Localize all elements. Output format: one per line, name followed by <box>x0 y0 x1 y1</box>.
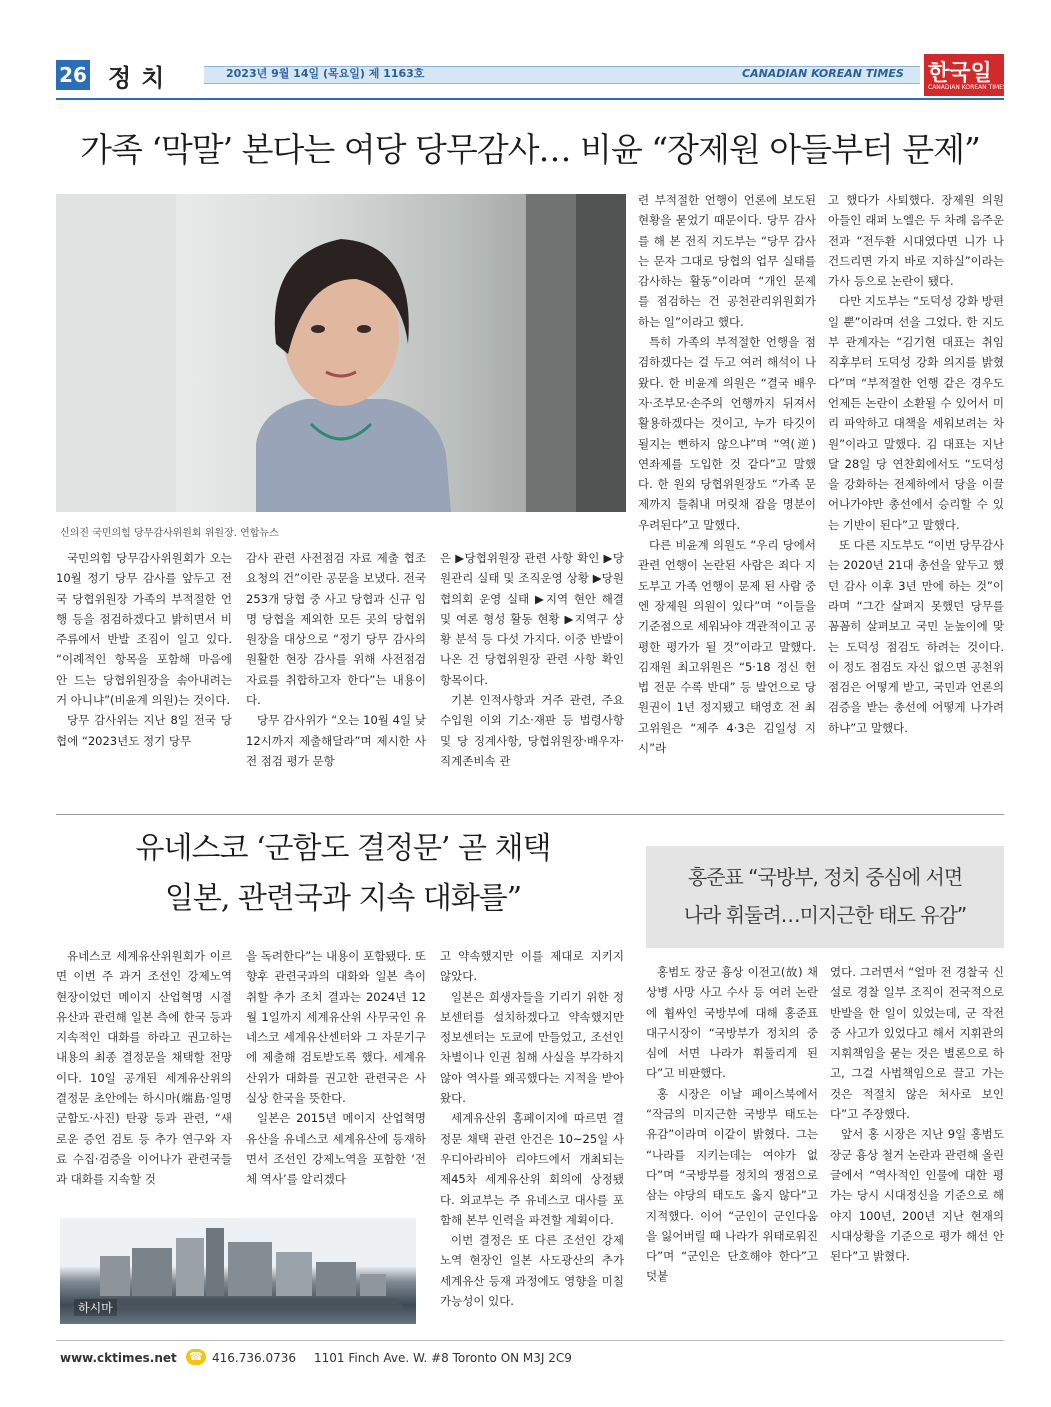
header-rule <box>56 98 1004 100</box>
paragraph: 국민의힘 당무감사위원회가 오는 10월 정기 당무 감사를 앞두고 전국 당협위원장 가족의 부적절한 언행 등을 점검하겠다고 밝히면서 비주류에서 반발 조짐이 일고 있다. “이례적인 항목을 포함해 마음에 안 드는 당협위원장을 솎아내려는 거 아니냐”(비윤계 의원)는 것이다. <box>56 551 232 708</box>
article2-headline <box>56 824 630 924</box>
paragraph: 이번 결정은 또 다른 조선인 강제노역 현장인 일본 사도광산의 추가 세계유산 등재 과정에도 영향을 미칠 가능성이 있다. <box>440 1233 624 1309</box>
paragraph: 특히 가족의 부적절한 언행을 점검하겠다는 걸 두고 여러 해석이 나왔다. 한 비윤계 의원은 “결국 배우자·조부모·손주의 언행까지 뒤져서 활용하겠다는 것이고, 누가 타깃이 될지는 뻔하지 않으냐”며 “역(逆) 연좌제를 도입한 것 같다”고 말했다. 한 원외 당협위원장도 “가족 문제까지 들춰내 머릿채 잡을 명분이 우려된다”고 말했다. <box>638 335 816 532</box>
photo-label: 하시마 <box>74 1299 117 1316</box>
paragraph: 고 약속했지만 이를 제대로 지키지 않았다. <box>440 949 624 984</box>
article3-headline-line2: 나라 휘둘려…미지근한 태도 유감” <box>683 903 967 927</box>
article2-headline-line2: 일본, 관련국과 지속 대화를” <box>164 881 522 916</box>
paragraph: 련 부적절한 언행이 언론에 보도된 현황을 묻었기 때문이다. 당무 감사를 해 본 전직 지도부는 “당무 감사는 문자 그대로 당협의 업무 실태를 감사하는 활동”이라며 “개인 문제를 점검하는 건 공천관리위원회가 하는 일”이라고 했다. <box>638 193 816 329</box>
newspaper-logo <box>924 54 1007 96</box>
paragraph: 기본 인적사항과 거주 관련, 주요 수입원 이외 기소·재판 등 법령사항 및 당 징계사항, 당협위원장·배우자·직계존비속 관 <box>440 693 624 768</box>
paragraph: 앞서 홍 시장은 지난 9일 홍범도 장군 흉상 철거 논란과 관련해 올린 글에서 “역사적인 인물에 대한 평가는 당시 시대정신을 기준으로 해야지 100년, 200년 지난 현재의 시대상황을 기준으로 평가 해선 안된다”고 밝혔다. <box>830 1127 1004 1264</box>
paragraph: 다만 지도부는 “도덕성 강화 방편일 뿐”이라며 선을 그었다. 한 지도부 관계자는 “김기현 대표는 취임 직후부터 도덕성 강화 의지를 밝혔다”며 “부적절한 언행 같은 경우도 언제든 논란이 소환될 수 있어서 미리 파악하고 대책을 세워보려는 차원”이라고 말했다. 김 대표는 지난달 28일 당 연찬회에서도 “도덕성을 강화하는 전제하에서 당을 이끌어나가야만 총선에서 승리할 수 있는 기반이 된다”고 말했다. <box>828 294 1004 532</box>
footer-address: 1101 Finch Ave. W. #8 Toronto ON M3J 2C9 <box>314 1351 572 1365</box>
article3-column-2 <box>830 962 1004 1334</box>
paper-name: CANADIAN KOREAN TIMES <box>742 67 904 80</box>
footer-rule <box>56 1340 1004 1341</box>
article1-headline: 가족 ‘막말’ 본다는 여당 당무감사… 비윤 “장제원 아들부터 문제” <box>80 130 980 169</box>
paragraph: 일본은 2015년 메이지 산업혁명 유산을 유네스코 세계유산에 등재하면서 조선인 강제노역을 포함한 ‘전체 역사’를 알리겠다 <box>246 1111 426 1187</box>
paragraph: 고 했다가 사퇴했다. 장제원 의원 아들인 래퍼 노엘은 두 차례 음주운전과 “전두환 시대였다면 니가 나 건드리면 가지 바로 지하실”이라는 가사 등으로 논란이 됐다. <box>828 193 1004 289</box>
article1-column-1 <box>56 548 232 806</box>
phone-icon: ☎ <box>186 1349 206 1365</box>
article1-column-5 <box>828 190 1004 806</box>
article1-column-2 <box>246 548 426 806</box>
paragraph: 세계유산위 홈페이지에 따르면 결정문 채택 관련 안건은 10~25일 사우디아라비아 리야드에서 개최되는 제45차 세계유산위 회의에 상정됐다. 외교부는 주 유네스코 대사를 포함해 본부 인력을 파견할 계획이다. <box>440 1111 624 1227</box>
article2-headline-line1: 유네스코 ‘군함도 결정문’ 곧 채택 <box>135 831 551 866</box>
paragraph: 또 다른 지도부도 “이번 당무감사는 2020년 21대 총선을 앞두고 했던 감사 이후 3년 만에 하는 것”이라며 “그간 살펴지 못했던 당무를 꼼꼼히 살펴보고 국민 눈높이에 맞는 도덕성 점검도 하려는 것이다. 이 정도 점검도 자신 없으면 공천위 점검은 어떻게 받고, 국민과 언론의 검증을 받는 총선에 어떻게 나가려 하냐”고 말했다. <box>828 538 1004 735</box>
article1-photo <box>56 194 626 512</box>
paragraph: 당무 감사위가 “오는 10월 4일 낮 12시까지 제출해달라”며 제시한 사전 점검 평가 문항 <box>246 713 426 768</box>
paragraph: 유네스코 세계유산위원회가 이르면 이번 주 과거 조선인 강제노역 현장이었던 메이지 산업혁명 시절 유산과 관련해 일본 측에 한국 등과 지속적인 대화를 하라고 권고하는 내용의 최종 결정문을 채택할 전망이다. 10일 공개된 세계유산위의 결정문 초안에는 하시마(端島·일명 군함도·사진) 탄광 등과 관련, “새로운 증언 검토 등 추가 연구와 자료 수집·검증을 이어나가 관련국들과 대화를 지속할 것 <box>56 949 232 1187</box>
article2-column-3 <box>440 946 624 1334</box>
footer-url[interactable]: www.cktimes.net <box>60 1351 177 1365</box>
article3-column-1 <box>646 962 818 1334</box>
paragraph: 다른 비윤계 의원도 “우리 당에서 관련 언행이 논란된 사람은 죄다 지도부고 가족 언행이 문제 된 사람 중엔 장제원 의원이 있다”며 “이들을 기준점으로 세워놔야 객관적이고 공평한 평가가 될 것”이라고 말했다. 김재원 최고위원은 “5·18 정신 헌법 전문 수록 반대” 등 발언으로 당원권이 1년 정지됐고 태영호 전 최고위원은 “제주 4·3은 김일성 지시”라 <box>638 538 816 756</box>
footer-phone: 416.736.0736 <box>212 1351 296 1365</box>
article1-photo-caption: 신의진 국민의힘 당무감사위원회 위원장. 연합뉴스 <box>60 528 279 539</box>
logo-text: 한국일 <box>928 61 992 86</box>
paragraph: 홍 시장은 이날 페이스북에서 “작금의 미지근한 국방부 태도는 유감”이라며 이같이 밝혔다. 그는 “나라를 지키는데는 여야가 없다”며 “국방부를 정치의 쟁점으로 삼는 야당의 태도도 옳지 않다”고 지적했다. 이어 “군인이 군인다움을 잃어버릴 때 나라가 위태로워진다”며 “군인은 단호해야 한다”고 덧붙 <box>646 1086 818 1284</box>
issue-date: 2023년 9월 14일 (목요일) 제 1163호 <box>226 67 425 80</box>
article-divider <box>56 814 1004 815</box>
paragraph: 일본은 희생자들을 기리기 위한 정보센터를 설치하겠다고 약속했지만 정보센터는 도쿄에 만들었고, 조선인 차별이나 인권 침해 사실을 부각하지 않아 역사를 왜곡했다는 지적을 받아왔다. <box>440 989 624 1106</box>
article2-column-1 <box>56 946 232 1198</box>
article1-column-3 <box>440 548 624 806</box>
article2-column-2 <box>246 946 426 1198</box>
paragraph: 을 독려한다”는 내용이 포함됐다. 또 향후 관련국과의 대화와 일본 측이 취할 추가 조치 결과는 2024년 12월 1일까지 세계유산위 사무국인 유네스코 세계유산센터와 그 자문기구에 제출해 검토받도록 했다. 세계유산위가 대화를 권고한 관련국은 사실상 한국을 뜻한다. <box>246 949 426 1106</box>
paragraph: 였다. 그러면서 “얼마 전 경찰국 신설로 경찰 일부 조직이 전국적으로 반발을 한 일이 있었는데, 군 작전 중 사고가 있었다고 해서 지휘관의 지휘책임을 묻는 것은 별론으로 하고, 그걸 사법책임으로 끌고 가는 것은 적절치 않은 처사로 보인다”고 주장했다. <box>830 965 1004 1122</box>
paragraph: 당무 감사위는 지난 8일 전국 당협에 “2023년도 정기 당무 <box>56 713 232 748</box>
logo-subtext: CANADIAN KOREAN TIMES <box>928 84 1007 91</box>
article3-headline <box>646 858 1004 934</box>
paragraph: 감사 관련 사전점검 자료 제출 협조 요청의 건”이란 공문을 보냈다. 전국 253개 당협 중 사고 당협과 신규 임명 당협을 제외한 모든 곳의 당협위원장을 대상으로 “정기 당무 감사의 원활한 현장 감사를 위해 사전점검 자료를 취합하고자 한다”는 내용이다. <box>246 551 426 708</box>
paragraph: 홍범도 장군 흉상 이전고(故) 채 상병 사망 사고 수사 등 여러 논란에 휩싸인 국방부에 대해 홍준표 대구시장이 “국방부가 정치의 중심에 서면 나라가 휘둘리게 된다”고 비판했다. <box>646 965 818 1081</box>
woman-portrait-icon <box>56 194 626 512</box>
paragraph: 은 ▶당협위원장 관련 사항 확인 ▶당원관리 실태 및 조직운영 상황 ▶당원협의회 운영 실태 ▶지역 현안 해결 및 여론 형성 활동 현황 ▶지역구 상황 분석 등 다섯 가지다. 이중 반발이 나온 건 당협위원장 관련 사항 확인 항목이다. <box>440 551 624 687</box>
page-number: 26 <box>56 60 90 90</box>
gunkanjima-photo <box>60 1218 416 1324</box>
section-title: 정치 <box>108 64 175 92</box>
article1-column-4 <box>638 190 816 806</box>
article3-headline-line1: 홍준표 “국방부, 정치 중심에 서면 <box>687 865 963 889</box>
